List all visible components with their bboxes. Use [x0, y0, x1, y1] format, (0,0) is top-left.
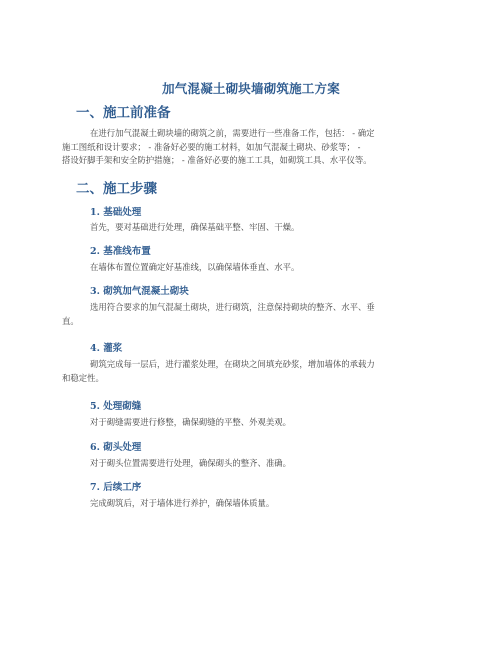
body-line: 首先，要对基础进行处理，确保基础平整、牢固、干燥。 — [90, 222, 300, 232]
body-line: 砌筑完成每一层后，进行灌浆处理，在砌块之间填充砂浆，增加墙体的承载力 — [90, 359, 375, 369]
step-heading: 1. 基础处理 — [90, 207, 142, 218]
step-body — [62, 301, 436, 328]
step-heading: 5. 处理砌缝 — [90, 401, 142, 412]
body-line: 和稳定性。 — [62, 372, 104, 383]
step-heading: 2. 基准线布置 — [90, 246, 151, 257]
body-line: 选用符合要求的加气混凝土砌块，进行砌筑，注意保持砌块的整齐、水平、垂 — [90, 302, 375, 312]
section-body-preparation — [62, 127, 436, 168]
step-body — [76, 497, 436, 511]
step-heading: 6. 砌头处理 — [90, 442, 142, 453]
step-body — [76, 416, 436, 430]
body-line: 直。 — [62, 315, 79, 326]
body-line: 完成砌筑后，对于墙体进行养护，确保墙体质量。 — [90, 498, 275, 508]
body-line: 对于砌缝需要进行修整，确保砌缝的平整、外观美观。 — [90, 417, 291, 427]
step-body — [76, 221, 436, 235]
body-line: 对于砌头位置需要进行处理，确保砌头的整齐、准确。 — [90, 458, 291, 468]
step-heading: 7. 后续工序 — [90, 482, 142, 493]
step-heading: 4. 灌浆 — [90, 343, 123, 354]
step-heading: 3. 砌筑加气混凝土砌块 — [90, 286, 189, 297]
body-line: 施工图纸和设计要求； - 准备好必要的施工材料，如加气混凝土砌块、砂浆等； - — [62, 141, 361, 152]
section-heading-preparation: 一、施工前准备 — [76, 105, 171, 121]
section-heading-steps: 二、施工步骤 — [76, 181, 157, 197]
body-line: 搭设好脚手架和安全防护措施； - 准备好必要的施工工具，如砌筑工具、水平仪等。 — [62, 155, 372, 165]
body-line: 在进行加气混凝土砌块墙的砌筑之前，需要进行一些准备工作，包括： - 确定 — [90, 128, 375, 138]
step-body — [76, 261, 436, 275]
body-line: 在墙体布置位置确定好基准线，以确保墙体垂直、水平。 — [90, 262, 300, 272]
document-title: 加气混凝土砌块墙砌筑施工方案 — [162, 81, 340, 96]
step-body — [62, 358, 436, 385]
step-body — [76, 457, 436, 471]
